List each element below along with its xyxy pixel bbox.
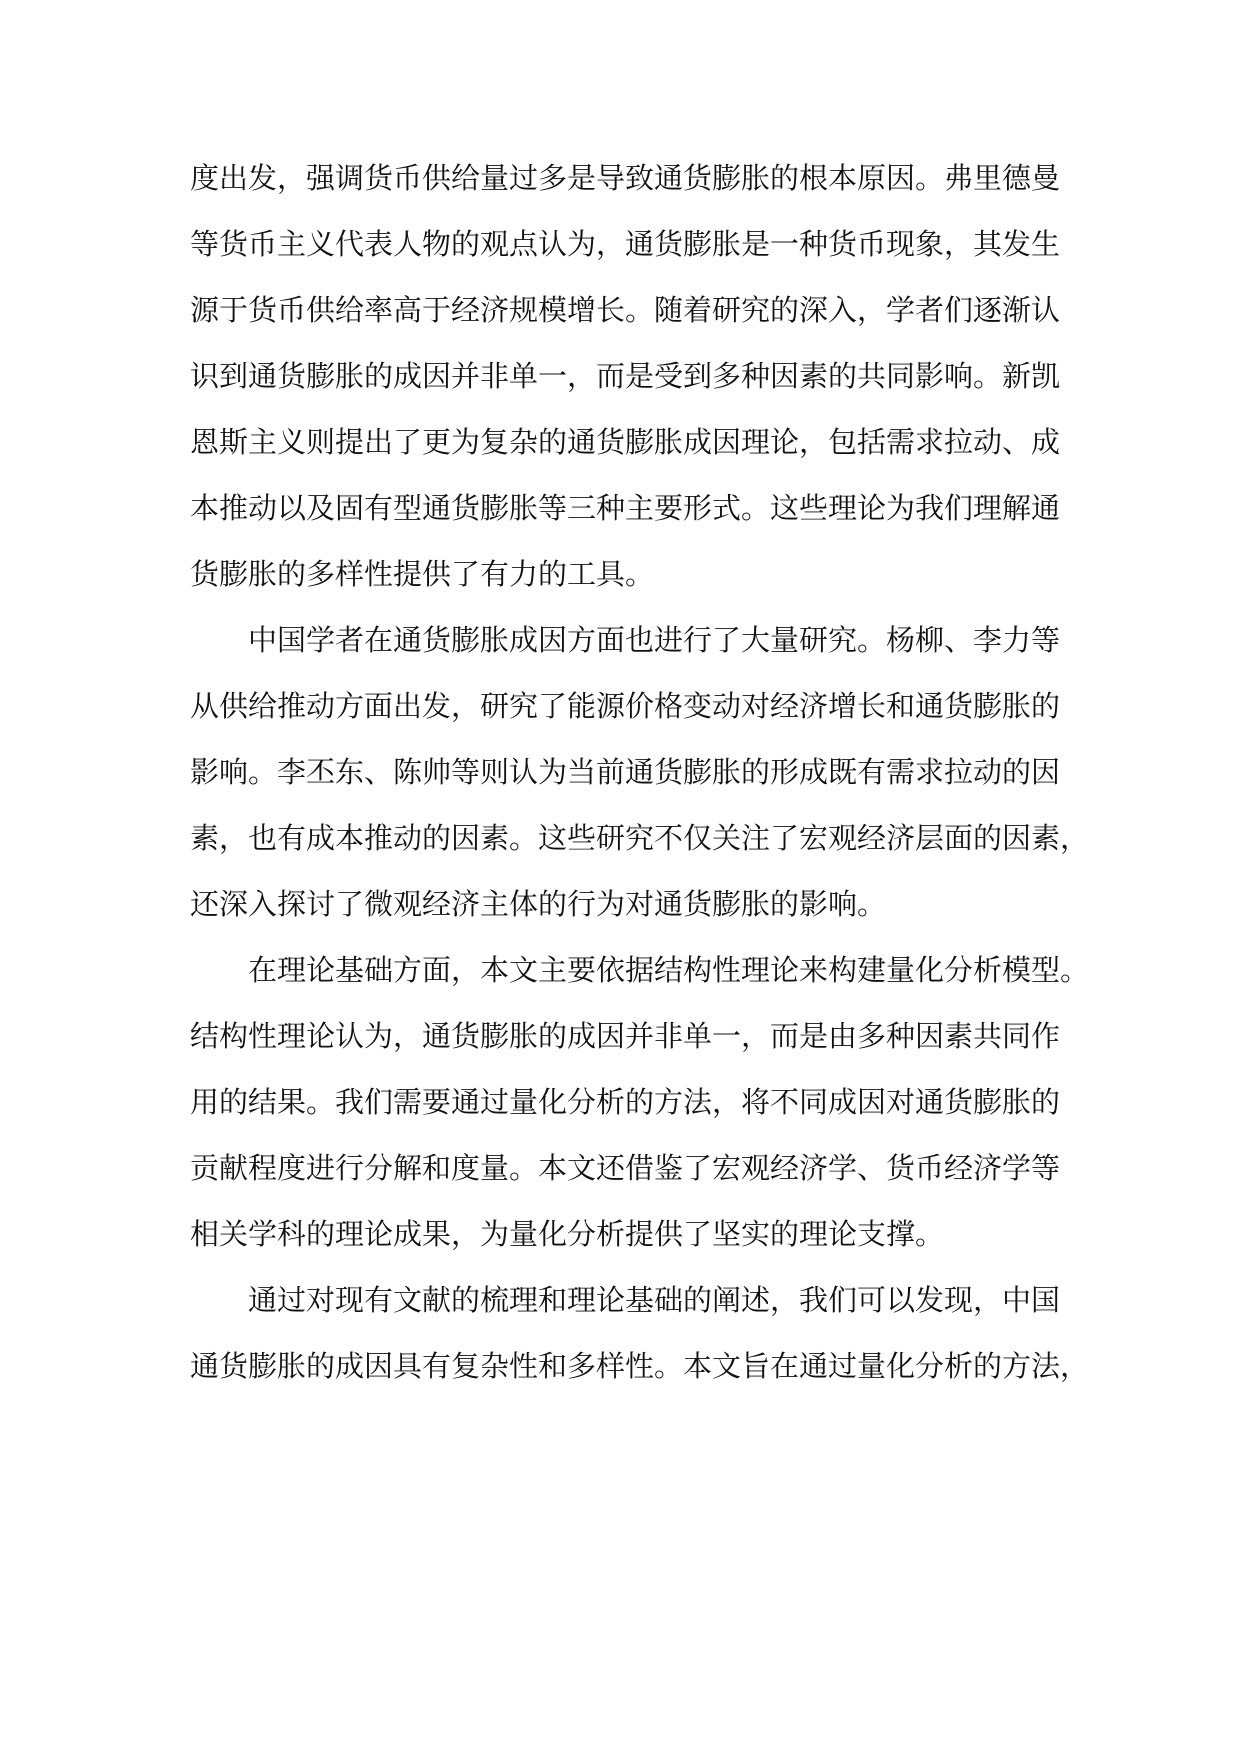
text-line: 还深入探讨了微观经济主体的行为对通货膨胀的影响。 [190, 887, 887, 921]
paragraph-first-line: 在理论基础方面，本文主要依据结构性理论来构建量化分析模型。 [248, 953, 1090, 987]
text-line: 恩斯主义则提出了更为复杂的通货膨胀成因理论，包括需求拉动、成 [190, 425, 1061, 459]
text-line: 等货币主义代表人物的观点认为，通货膨胀是一种货币现象，其发生 [190, 227, 1061, 261]
text-line: 贡献程度进行分解和度量。本文还借鉴了宏观经济学、货币经济学等 [190, 1151, 1061, 1185]
paragraph-first-line: 通过对现有文献的梳理和理论基础的阐述，我们可以发现，中国 [248, 1283, 1061, 1317]
text-line: 从供给推动方面出发，研究了能源价格变动对经济增长和通货膨胀的 [190, 689, 1061, 723]
text-line: 素，也有成本推动的因素。这些研究不仅关注了宏观经济层面的因素， [190, 821, 1090, 855]
text-line: 本推动以及固有型通货膨胀等三种主要形式。这些理论为我们理解通 [190, 491, 1061, 525]
text-line: 用的结果。我们需要通过量化分析的方法，将不同成因对通货膨胀的 [190, 1085, 1061, 1119]
text-line: 结构性理论认为，通货膨胀的成因并非单一，而是由多种因素共同作 [190, 1019, 1061, 1053]
body-text [190, 145, 1090, 1399]
text-line: 源于货币供给率高于经济规模增长。随着研究的深入，学者们逐渐认 [190, 293, 1061, 327]
text-line: 识到通货膨胀的成因并非单一，而是受到多种因素的共同影响。新凯 [190, 359, 1061, 393]
text-line: 货膨胀的多样性提供了有力的工具。 [190, 557, 655, 591]
text-line: 通货膨胀的成因具有复杂性和多样性。本文旨在通过量化分析的方法， [190, 1349, 1090, 1383]
text-line: 度出发，强调货币供给量过多是导致通货膨胀的根本原因。弗里德曼 [190, 161, 1061, 195]
paragraph-first-line: 中国学者在通货膨胀成因方面也进行了大量研究。杨柳、李力等 [248, 623, 1061, 657]
text-line: 相关学科的理论成果，为量化分析提供了坚实的理论支撑。 [190, 1217, 945, 1251]
text-line: 影响。李丕东、陈帅等则认为当前通货膨胀的形成既有需求拉动的因 [190, 755, 1061, 789]
